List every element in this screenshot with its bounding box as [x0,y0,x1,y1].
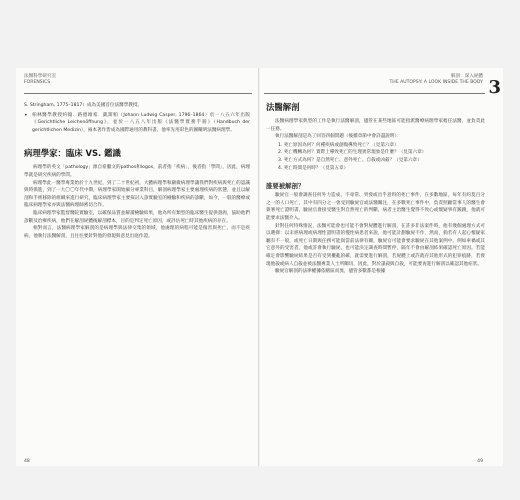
left-page-number: 48 [24,459,30,464]
bullet-dot-icon: • [24,111,28,119]
intro-line: S. Stringham, 1775–1817）成為美國首位法醫學教授。 [24,103,143,108]
right-page [260,68,503,466]
left-paragraph-3: 臨床病理學家監督醫院實驗室，以確保品質並解讀檢驗結果，他為所有類型的臨床醫生提供諮詢，協助他們診斷及治療疾病，他們在解剖屍體後解剖標本，目的是判定死亡原因，或評估死亡時其他疾病的存在。 [24,210,250,224]
right-paragraph-1: 法醫病理學家典型的工作是執行法醫解剖，儘管在某些地區可能指派醫療病理學家擔任法醫，並負責此一任務。 [266,119,485,132]
right-paragraph-2: 執行法醫解剖是為了回答四個問題（後續章節中會詳盡說明）： [275,134,402,140]
list-item: 2. 死亡機轉為何？實際上導致死亡的生理異常現象是什麼？（見第六章） [278,150,427,156]
list-item: 4. 死亡時間是何時？（見第五章） [278,165,349,171]
right-paragraph-3: 驗屍官一般會調查任何外力造成、不尋常、突發或出乎意料的死亡事件，在多數地區，每年有約莫百分之一的人口死亡，其中有四分之一會受到驗屍官或法醫關注，在多數死亡事件中，負責照顧當事人的醫生會簽署死亡證明書，驗屍官會接受醫生對自然死亡的判斷，病者主治醫生覺得不致心或懷疑事有蹊蹺，他就可能要求法醫介入。 [266,193,485,221]
left-paragraph-2: 病理學此一醫學專業始於十九世紀，到了二十世紀初，大體病理學和顯微病理學讓我們對疾病與死亡的認識與時俱進，到了一九〇〇年代中期，病理學家開始細分專業科目，解剖病理學家主要處理疾病的狀態，並且以解剖和手術移除的組織來進行研究，臨床病理學家主要探討入診實驗室的檢驗和疾病的診斷，如今，一般的醫療或臨床病理學家亦與法醫病理師密切合作。 [24,180,250,209]
right-section-title: 法醫解剖 [266,102,300,112]
right-page-number: 49 [477,459,483,464]
left-header-rule [24,93,252,94]
right-subheading: 誰要被解剖？ [266,182,305,191]
left-running-head [24,74,56,86]
list-item: 3. 死亡方式為何？是自然死亡、意外死亡、自殺或凶殺？（見第六章） [278,157,422,163]
right-running-head-cn: 解剖：深入屍體 [450,74,483,79]
right-page-body [266,102,485,276]
left-page-body [24,102,250,240]
left-running-head-en: FORENSICS [24,80,51,85]
chapter-number: 3 [488,77,501,98]
left-paragraph-4: 相對而言，法醫病理學家解剖的是病理學與法律交集的領域，他處理的病程可能是傷害與死亡，而不是疾病，他執行法醫解剖，且往往要針對他的發現與意見出庭作證。 [24,226,250,239]
casper-bullet-text: 柏林醫學教授約翰．路德維希．凱斯帕（Johann Ludwig Casper, 1796–1864）於一八五六年出版《Gerichtliche Leichenöffnung》，並於一八五八年出版《法醫學實務手冊》（Handbuch der gerichtlichen Medizin），兩本著作皆成為國際通用的教科書，他率先用彩色的圖闡明法醫病理學。 [32,112,250,133]
left-page [16,68,259,466]
left-section-title: 病理學家：臨床 VS. 鑑識 [24,148,121,159]
left-running-head-cn: 法醫科學研究室 [24,74,57,79]
four-questions-list [278,142,485,172]
right-header-rule [264,93,485,94]
right-running-head [389,74,483,86]
right-paragraph-5: 驗屍官解剖的法律權據依轄區而異，儘管多數都是根據 [275,269,386,275]
list-item: 1. 死亡原因為何？何種疾病或創傷導致死亡？（見第六章） [278,142,399,148]
right-paragraph-4: 針對任何特殊情況，法醫可能會也可能不會對屍體進行解剖，在許多非法案件時，他有幾個處理方式可以選擇：以未經病理或病理性證明書的慢性病患者來說，他可能計劃驗屍不作，然而，倘若有人起心懷疑家屬有不一般，或死亡日期與任務可能與當前法律有關，驗屍官可能會要求驗屍在其他案例中，例如車禍或其它意外的受害者，他或許會執行驗屍，也可能決定調查時間暫停，隔年不會由解剖結果確認死亡原因。若能確定會影響驗屍結果是否有受到擾亂的確，就需要進行解剖，若屍體上或許就存其他形式的犯罪痕跡，若發現他殺或病人自殺並被法醫專業人士所關切，因此，對於謀殺與自殺，可能要再進行解剖以確認其他症狀。 [266,223,485,267]
right-running-head-en: THE AUTOPSY: A LOOK INSIDE THE BODY [389,80,483,85]
left-paragraph-1: 病理學的英文「pathology」源自希臘文的pathos和logos，前者指「疾病」，後者指「學問」，因此，病理學就是研究疾病的學問。 [24,165,250,178]
casper-bullet [24,112,250,135]
